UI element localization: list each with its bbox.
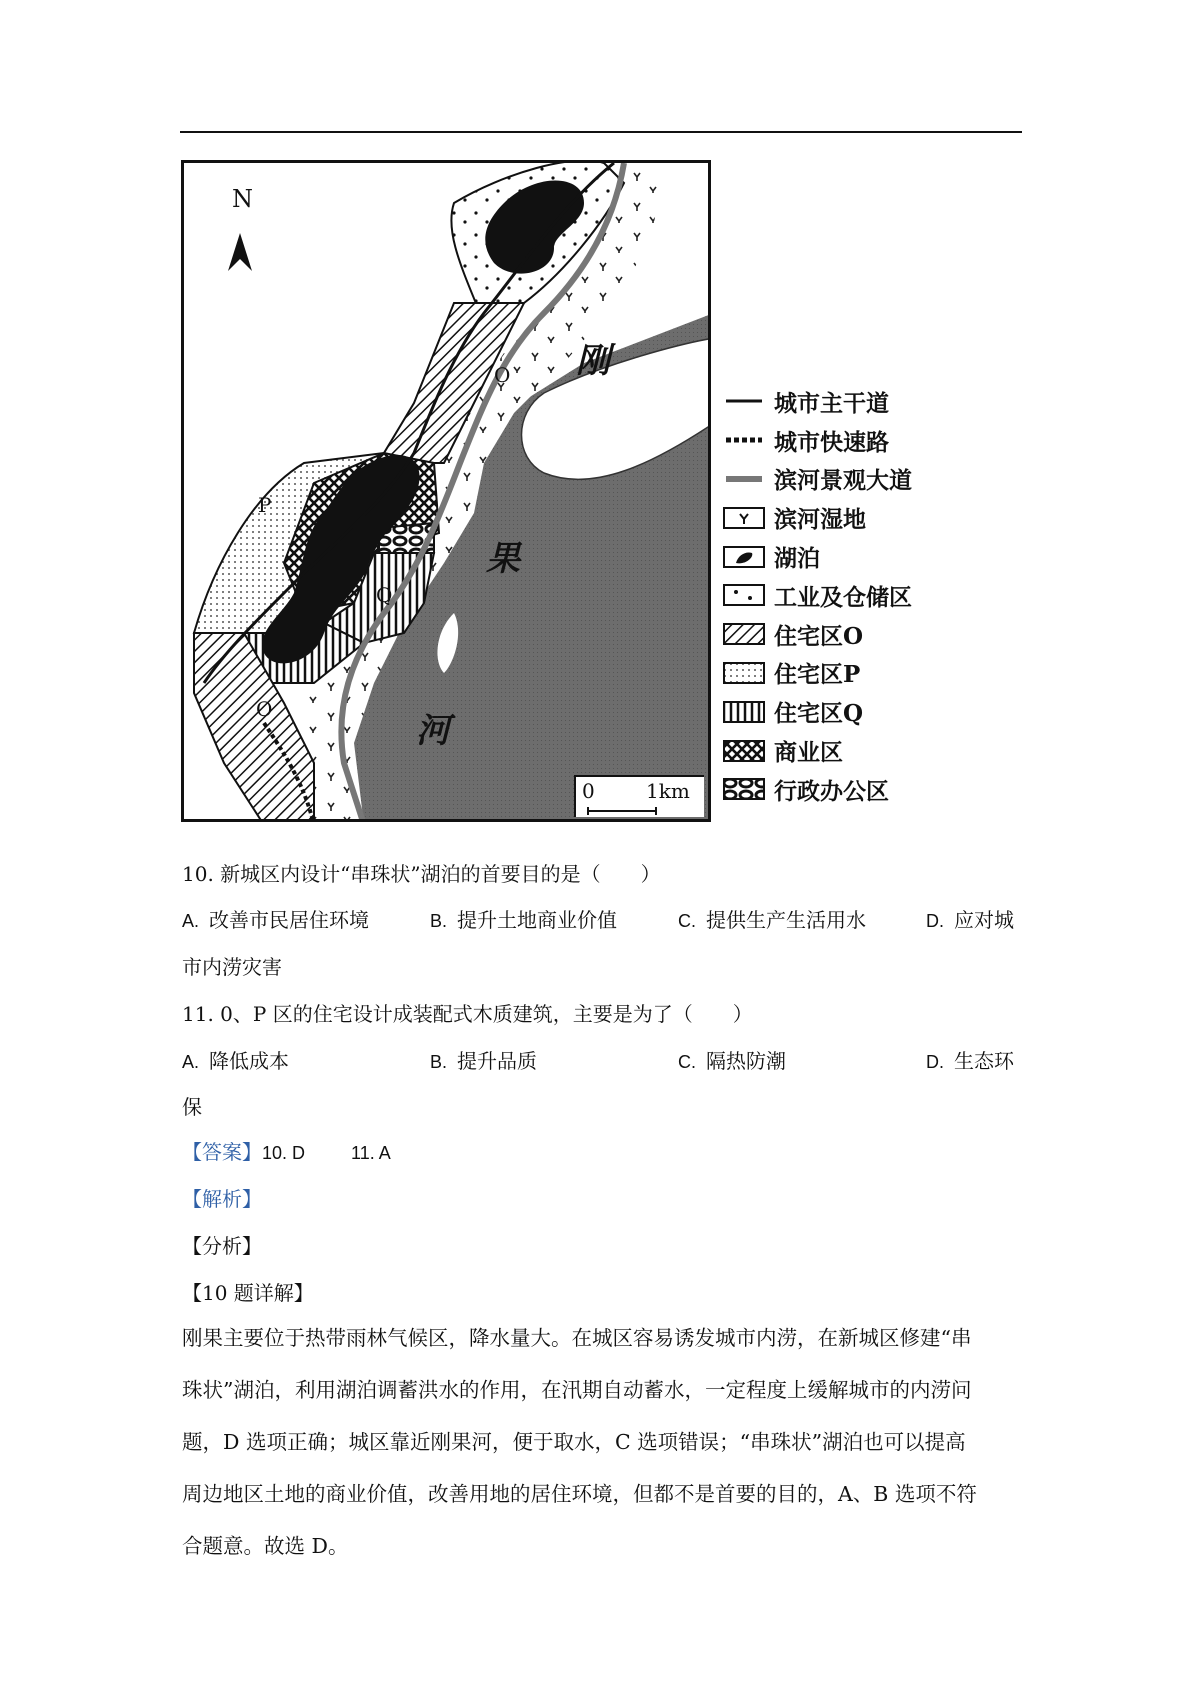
- legend-label: 湖泊: [774, 545, 820, 573]
- detail-line: 珠状”湖泊，利用湖泊调蓄洪水的作用，在汛期自动蓄水，一定程度上缓解城市的内涝问: [182, 1378, 972, 1402]
- q10-option-b: [430, 904, 617, 933]
- option-letter: A.: [182, 911, 200, 931]
- legend-label: 住宅区P: [774, 661, 861, 689]
- dots-icon: [722, 661, 766, 685]
- gray-line-icon: [722, 467, 766, 491]
- legend-label: 住宅区Q: [774, 700, 864, 728]
- detail-paragraph: [182, 1312, 1024, 1572]
- river-label-gang: 刚: [576, 341, 610, 381]
- header-rule: [180, 131, 1022, 133]
- q11-option-a: [182, 1045, 289, 1074]
- q11-option-d: [926, 1045, 1014, 1074]
- option-letter: D.: [926, 1052, 944, 1072]
- q10-option-d-continued: 市内涝灾害: [182, 955, 282, 979]
- analysis-tag: 【解析】: [182, 1187, 262, 1211]
- legend-label: 商业区: [774, 739, 843, 767]
- crosshatch-icon: [722, 739, 766, 763]
- diamond-chain-icon: [722, 777, 766, 801]
- legend-item-residential-o: [722, 615, 972, 654]
- legend-label: 城市主干道: [774, 389, 889, 417]
- river-label-he: 河: [416, 711, 450, 751]
- hatch-icon: [722, 622, 766, 646]
- legend-item-commercial: [722, 731, 972, 770]
- option-text: 降低成本: [209, 1049, 290, 1073]
- vertical-lines-icon: [722, 700, 766, 724]
- option-text: 隔热防潮: [706, 1049, 786, 1073]
- fenxi-tag: 【分析】: [182, 1234, 262, 1258]
- answer-line: [182, 1136, 391, 1165]
- option-letter: B.: [430, 1052, 448, 1072]
- legend-item-residential-p: [722, 654, 972, 693]
- q10-option-d: [926, 904, 1014, 933]
- detail-tag: 【10 题详解】: [182, 1281, 314, 1305]
- zone-label-p: P: [258, 493, 272, 517]
- detail-line: 合题意。故选 D。: [182, 1534, 349, 1558]
- q10-option-a: [182, 904, 369, 933]
- legend-item-main-road: [722, 382, 972, 421]
- q11-option-d-continued: 保: [182, 1095, 202, 1119]
- legend-item-industrial: [722, 576, 972, 615]
- zone-label-o-north: O: [494, 363, 511, 387]
- legend-label: 滨河湿地: [774, 506, 866, 534]
- dotted-line-icon: [722, 428, 766, 452]
- detail-line: 题，D 选项正确；城区靠近刚果河，便于取水，C 选项错误；“串珠状”湖泊也可以提高: [182, 1430, 966, 1454]
- scale-line: [576, 777, 704, 817]
- question-11-stem: 11. 0、P 区的住宅设计成装配式木质建筑，主要是为了（ ）: [182, 1002, 753, 1026]
- option-letter: C.: [678, 1052, 696, 1072]
- answer-11: 11. A: [351, 1143, 391, 1163]
- scale-bar: [574, 775, 704, 817]
- legend-item-wetland: [722, 498, 972, 537]
- wetland-icon: [722, 506, 766, 530]
- option-text: 改善市民居住环境: [209, 908, 370, 932]
- question-10-stem: 10. 新城区内设计“串珠状”湖泊的首要目的是（ ）: [182, 862, 661, 886]
- option-text: 提供生产生活用水: [706, 908, 866, 932]
- legend-item-residential-q: [722, 692, 972, 731]
- option-text: 应对城: [954, 908, 1014, 932]
- legend-label: 行政办公区: [774, 777, 889, 805]
- option-letter: B.: [430, 911, 448, 931]
- legend-item-lake: [722, 537, 972, 576]
- legend-label: 工业及仓储区: [774, 583, 912, 611]
- q10-option-c: [678, 904, 866, 933]
- north-arrow-icon: [228, 233, 252, 271]
- river-label-guo: 果: [486, 539, 520, 579]
- lake-icon: [722, 545, 766, 569]
- legend-item-admin: [722, 770, 972, 809]
- detail-line: 周边地区土地的商业价值，改善用地的居住环境，但都不是首要的目的，A、B 选项不符: [182, 1482, 977, 1506]
- scale-zero: 0: [582, 779, 595, 803]
- option-text: 生态环: [954, 1049, 1014, 1073]
- zone-label-q: Q: [376, 583, 393, 607]
- q11-option-c: [678, 1045, 786, 1074]
- option-letter: C.: [678, 911, 696, 931]
- legend-label: 滨河景观大道: [774, 467, 912, 495]
- legend-label: 住宅区O: [774, 622, 864, 650]
- option-letter: A.: [182, 1052, 200, 1072]
- option-text: 提升品质: [457, 1049, 538, 1073]
- legend-label: 城市快速路: [774, 428, 889, 456]
- solid-line-icon: [722, 389, 766, 413]
- answer-10: 10. D: [262, 1143, 306, 1163]
- option-text: 提升土地商业价值: [457, 908, 618, 932]
- legend-item-riverside-avenue: [722, 460, 972, 499]
- zone-label-o-south: O: [256, 697, 273, 721]
- map-figure: [181, 160, 711, 822]
- answer-tag: 【答案】: [182, 1140, 262, 1164]
- option-letter: D.: [926, 911, 944, 931]
- legend-item-expressway: [722, 421, 972, 460]
- map-legend: [722, 382, 972, 809]
- industrial-icon: [722, 583, 766, 607]
- detail-line: 刚果主要位于热带雨林气候区，降水量大。在城区容易诱发城市内涝，在新城区修建“串: [182, 1326, 972, 1350]
- north-label: N: [232, 185, 253, 213]
- scale-end: 1km: [646, 779, 690, 803]
- q11-option-b: [430, 1045, 537, 1074]
